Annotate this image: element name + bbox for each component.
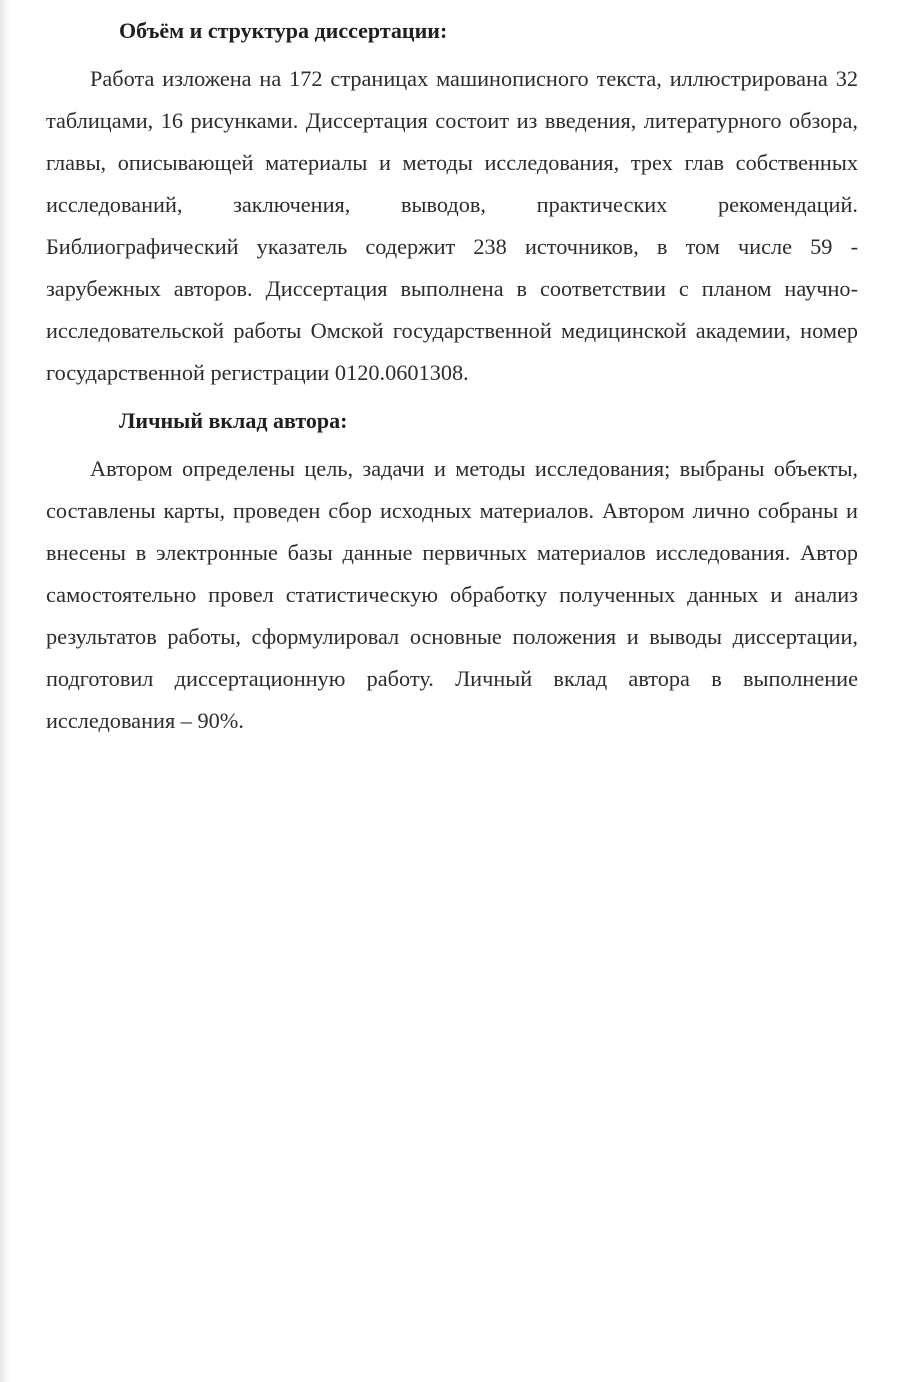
document-content bbox=[46, 16, 858, 742]
section-heading-volume-structure: Объём и структура диссертации: bbox=[119, 18, 448, 43]
section-paragraph-volume-structure: Работа изложена на 172 страницах машинописного текста, иллюстрирована 32 таблицами, 16 рисунками. Диссертация состоит из введения, литературного обзора, главы, описывающей материалы и методы исследования, трех глав собственных исследований, заключения, выводов, практических рекомендаций. Библиографический указатель содержит 238 источников, в том числе 59 - зарубежных авторов. Диссертация выполнена в соответствии с планом научно-исследовательской работы Омской государственной медицинской академии, номер государственной регистрации 0120.0601308. bbox=[46, 66, 858, 385]
scan-shadow-edge bbox=[0, 0, 10, 1382]
section-heading-author-contribution: Личный вклад автора: bbox=[119, 408, 348, 433]
section-paragraph-author-contribution: Автором определены цель, задачи и методы исследования; выбраны объекты, составлены карты, проведен сбор исходных материалов. Автором лично собраны и внесены в электронные базы данные первичных материалов исследования. Автор самостоятельно провел статистическую обработку полученных данных и анализ результатов работы, сформулировал основные положения и выводы диссертации, подготовил диссертационную работу. Личный вклад автора в выполнение исследования – 90%. bbox=[46, 456, 858, 733]
